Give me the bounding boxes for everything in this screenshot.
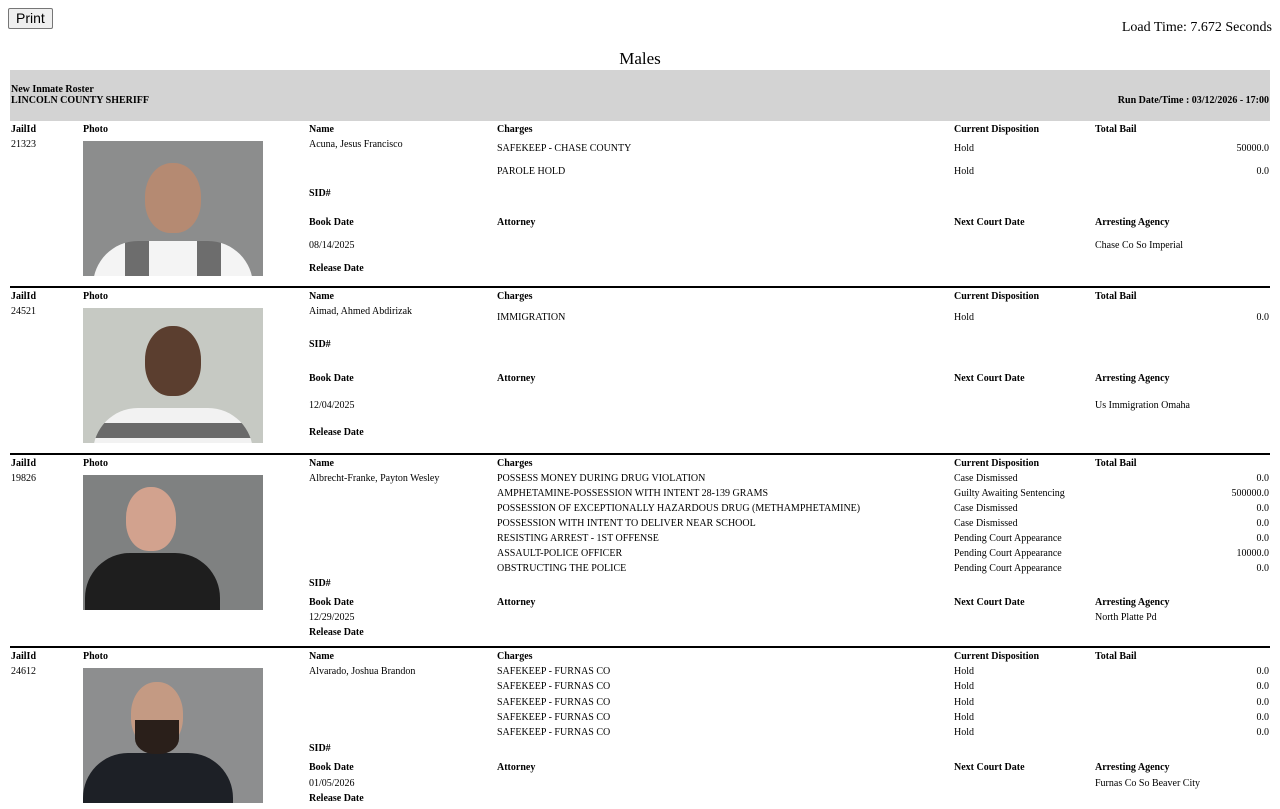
report-title: New Inmate Roster (11, 84, 94, 95)
sid-label: SID# (309, 743, 331, 754)
jail-id: 24521 (11, 306, 36, 317)
disposition: Pending Court Appearance (954, 548, 1062, 559)
release-date-label: Release Date (309, 263, 364, 274)
inmate-name: Albrecht-Franke, Payton Wesley (309, 473, 440, 484)
inmate-name: Alvarado, Joshua Brandon (309, 666, 416, 677)
disposition: Case Dismissed (954, 473, 1018, 484)
attorney-label: Attorney (497, 217, 536, 228)
name-label: Name (309, 291, 334, 302)
charge: ASSAULT-POLICE OFFICER (497, 548, 623, 559)
next-court-date-label: Next Court Date (954, 217, 1025, 228)
sid-label: SID# (309, 339, 331, 350)
next-court-date-label: Next Court Date (954, 373, 1025, 384)
charges-label: Charges (497, 291, 533, 302)
report-agency: LINCOLN COUNTY SHERIFF (11, 95, 149, 106)
charges-label: Charges (497, 458, 533, 469)
charge: POSSESS MONEY DURING DRUG VIOLATION (497, 473, 706, 484)
charges-label: Charges (497, 124, 533, 135)
bail: 0.0 (1256, 697, 1269, 708)
disposition-label: Current Disposition (954, 458, 1040, 469)
jail-id-label: JailId (11, 651, 37, 662)
bail: 10000.0 (1236, 548, 1269, 559)
report-header (10, 70, 1270, 121)
sid-label: SID# (309, 188, 331, 199)
total-bail-label: Total Bail (1095, 124, 1137, 135)
book-date-label: Book Date (309, 762, 354, 773)
inmate-record (10, 289, 1270, 455)
disposition: Pending Court Appearance (954, 563, 1062, 574)
charge: IMMIGRATION (497, 312, 566, 323)
bail: 0.0 (1256, 727, 1269, 738)
arresting-agency: Chase Co So Imperial (1095, 240, 1184, 251)
disposition: Hold (954, 166, 974, 177)
disposition: Hold (954, 312, 974, 323)
arresting-agency: Furnas Co So Beaver City (1095, 778, 1200, 789)
print-button[interactable]: Print (8, 8, 53, 29)
inmate-name: Aimad, Ahmed Abdirizak (309, 306, 413, 317)
arresting-agency-label: Arresting Agency (1095, 597, 1170, 608)
bail: 0.0 (1256, 503, 1269, 514)
disposition: Hold (954, 727, 974, 738)
bail: 50000.0 (1236, 143, 1269, 154)
jail-id: 19826 (11, 473, 36, 484)
bail: 0.0 (1256, 712, 1269, 723)
inmate-record (10, 649, 1270, 809)
disposition-label: Current Disposition (954, 651, 1040, 662)
run-datetime: Run Date/Time : 03/12/2026 - 17:00 (1117, 95, 1269, 106)
book-date: 01/05/2026 (309, 778, 355, 789)
charge: AMPHETAMINE-POSSESSION WITH INTENT 28-139 GRAMS (497, 488, 769, 499)
charge: SAFEKEEP - FURNAS CO (497, 697, 611, 708)
bail: 0.0 (1256, 312, 1269, 323)
charge: SAFEKEEP - FURNAS CO (497, 712, 611, 723)
inmate-photo[interactable] (83, 141, 263, 276)
disposition: Hold (954, 681, 974, 692)
next-court-date-label: Next Court Date (954, 762, 1025, 773)
photo-label: Photo (83, 291, 108, 302)
book-date: 12/29/2025 (309, 612, 355, 623)
arresting-agency-label: Arresting Agency (1095, 762, 1170, 773)
charge: SAFEKEEP - FURNAS CO (497, 727, 611, 738)
disposition: Hold (954, 143, 974, 154)
attorney-label: Attorney (497, 762, 536, 773)
inmate-record (10, 122, 1270, 288)
photo-label: Photo (83, 651, 108, 662)
inmate-photo[interactable] (83, 475, 263, 610)
bail: 0.0 (1256, 166, 1269, 177)
attorney-label: Attorney (497, 373, 536, 384)
bail: 0.0 (1256, 473, 1269, 484)
inmate-photo[interactable] (83, 668, 263, 803)
charge: RESISTING ARREST - 1ST OFFENSE (497, 533, 659, 544)
book-date-label: Book Date (309, 373, 354, 384)
charge: SAFEKEEP - FURNAS CO (497, 666, 611, 677)
bail: 0.0 (1256, 666, 1269, 677)
attorney-label: Attorney (497, 597, 536, 608)
jail-id-label: JailId (11, 124, 37, 135)
total-bail-label: Total Bail (1095, 458, 1137, 469)
bail: 0.0 (1256, 518, 1269, 529)
jail-id: 24612 (11, 666, 36, 677)
jail-id: 21323 (11, 139, 36, 150)
release-date-label: Release Date (309, 793, 364, 804)
inmate-photo[interactable] (83, 308, 263, 443)
photo-label: Photo (83, 124, 108, 135)
charge: POSSESSION OF EXCEPTIONALLY HAZARDOUS DRUG (METHAMPHETAMINE) (497, 503, 861, 514)
next-court-date-label: Next Court Date (954, 597, 1025, 608)
book-date: 12/04/2025 (309, 400, 355, 411)
charge: PAROLE HOLD (497, 166, 566, 177)
release-date-label: Release Date (309, 427, 364, 438)
arresting-agency: Us Immigration Omaha (1095, 400, 1190, 411)
total-bail-label: Total Bail (1095, 651, 1137, 662)
bail: 0.0 (1256, 563, 1269, 574)
book-date: 08/14/2025 (309, 240, 355, 251)
arresting-agency-label: Arresting Agency (1095, 217, 1170, 228)
total-bail-label: Total Bail (1095, 291, 1137, 302)
charge: OBSTRUCTING THE POLICE (497, 563, 627, 574)
photo-label: Photo (83, 458, 108, 469)
charge: POSSESSION WITH INTENT TO DELIVER NEAR SCHOOL (497, 518, 756, 529)
section-title: Males (619, 49, 661, 68)
disposition: Pending Court Appearance (954, 533, 1062, 544)
book-date-label: Book Date (309, 217, 354, 228)
bail: 500000.0 (1231, 488, 1269, 499)
disposition: Hold (954, 697, 974, 708)
disposition: Guilty Awaiting Sentencing (954, 488, 1065, 499)
release-date-label: Release Date (309, 627, 364, 638)
bail: 0.0 (1256, 533, 1269, 544)
arresting-agency: North Platte Pd (1095, 612, 1157, 623)
bail: 0.0 (1256, 681, 1269, 692)
jail-id-label: JailId (11, 291, 37, 302)
disposition-label: Current Disposition (954, 291, 1040, 302)
charges-label: Charges (497, 651, 533, 662)
sid-label: SID# (309, 578, 331, 589)
disposition-label: Current Disposition (954, 124, 1040, 135)
inmate-record (10, 456, 1270, 648)
load-time: Load Time: 7.672 Seconds (1121, 20, 1272, 35)
name-label: Name (309, 458, 334, 469)
disposition: Hold (954, 712, 974, 723)
disposition: Hold (954, 666, 974, 677)
jail-id-label: JailId (11, 458, 37, 469)
book-date-label: Book Date (309, 597, 354, 608)
charge: SAFEKEEP - CHASE COUNTY (497, 143, 632, 154)
name-label: Name (309, 651, 334, 662)
disposition: Case Dismissed (954, 503, 1018, 514)
inmate-name: Acuna, Jesus Francisco (309, 139, 403, 150)
charge: SAFEKEEP - FURNAS CO (497, 681, 611, 692)
name-label: Name (309, 124, 334, 135)
disposition: Case Dismissed (954, 518, 1018, 529)
arresting-agency-label: Arresting Agency (1095, 373, 1170, 384)
